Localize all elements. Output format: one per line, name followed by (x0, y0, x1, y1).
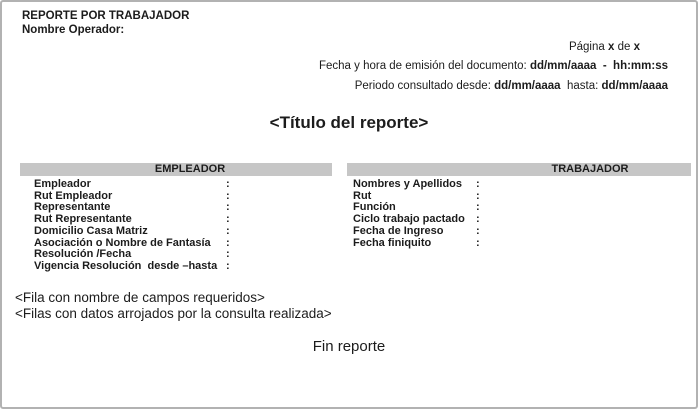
operator-label: Nombre Operador: (22, 23, 125, 36)
worker-header-label: TRABAJADOR (551, 163, 629, 175)
field-colon: : (476, 224, 480, 237)
page-indicator (569, 41, 640, 53)
field-row (20, 179, 332, 191)
placeholder-fields-row: <Fila con nombre de campos requeridos> (15, 290, 265, 305)
report-header (22, 10, 189, 37)
result-placeholders (15, 290, 332, 321)
worker-section (347, 163, 691, 249)
field-colon: : (226, 259, 230, 272)
page-label: Página (568, 41, 605, 53)
worker-section-header (347, 163, 691, 176)
field-label: Función (353, 201, 396, 214)
emission-label: Fecha y hora de emisión del documento: (318, 60, 527, 72)
employer-header-label: EMPLEADOR (154, 163, 226, 175)
worker-field-rows (347, 179, 691, 249)
field-colon: : (226, 224, 230, 237)
report-type-title: REPORTE POR TRABAJADOR (22, 10, 190, 22)
emission-time: hh:mm:ss (613, 60, 668, 72)
field-row (347, 191, 691, 203)
report-main-title: <Título del reporte> (269, 113, 429, 132)
field-label: Nombres y Apellidos (353, 178, 463, 190)
field-label: Ciclo trabajo pactado (353, 213, 465, 226)
field-row (20, 261, 332, 273)
field-label: Vigencia Resolución desde –hasta (34, 259, 218, 272)
emission-line (319, 60, 668, 72)
field-colon: : (476, 189, 480, 202)
emission-separator: - (602, 60, 607, 72)
field-colon: : (226, 189, 230, 202)
field-colon: : (476, 178, 480, 190)
field-colon: : (476, 201, 480, 214)
field-row (347, 226, 691, 238)
field-colon: : (226, 213, 230, 226)
period-from: dd/mm/aaaa (494, 80, 561, 92)
period-label: Periodo consultado desde: (354, 80, 491, 92)
field-row (347, 179, 691, 191)
page-current: x (607, 41, 615, 53)
field-label: Fecha finiquito (353, 236, 432, 249)
employer-section (20, 163, 332, 273)
placeholder-data-rows: <Filas con datos arrojados por la consulta realizada> (15, 305, 332, 321)
field-label: Rut Empleador (34, 189, 113, 202)
field-colon: : (476, 236, 480, 249)
field-label: Rut Representante (34, 213, 132, 226)
field-colon: : (226, 201, 230, 214)
field-colon: : (476, 213, 480, 226)
field-colon: : (226, 248, 230, 261)
field-colon: : (226, 236, 230, 249)
field-label: Rut (353, 189, 372, 202)
field-label: Empleador (34, 178, 91, 190)
field-row (20, 226, 332, 238)
field-row (347, 238, 691, 250)
emission-date: dd/mm/aaaa (529, 60, 597, 72)
end-of-report-label: Fin reporte (312, 338, 386, 355)
period-hasta-label: hasta: (566, 80, 599, 92)
field-label: Fecha de Ingreso (353, 224, 444, 237)
page-total: x (633, 41, 640, 53)
employer-section-header (20, 163, 332, 176)
field-colon: : (226, 178, 230, 190)
field-label: Domicilio Casa Matriz (34, 224, 148, 237)
employer-field-rows (20, 179, 332, 273)
period-line (355, 80, 668, 92)
page-of-label: de (617, 41, 631, 53)
period-to: dd/mm/aaaa (601, 80, 668, 92)
field-label: Resolución /Fecha (34, 248, 132, 261)
field-label: Representante (34, 201, 111, 214)
field-label: Asociación o Nombre de Fantasía (34, 236, 211, 249)
